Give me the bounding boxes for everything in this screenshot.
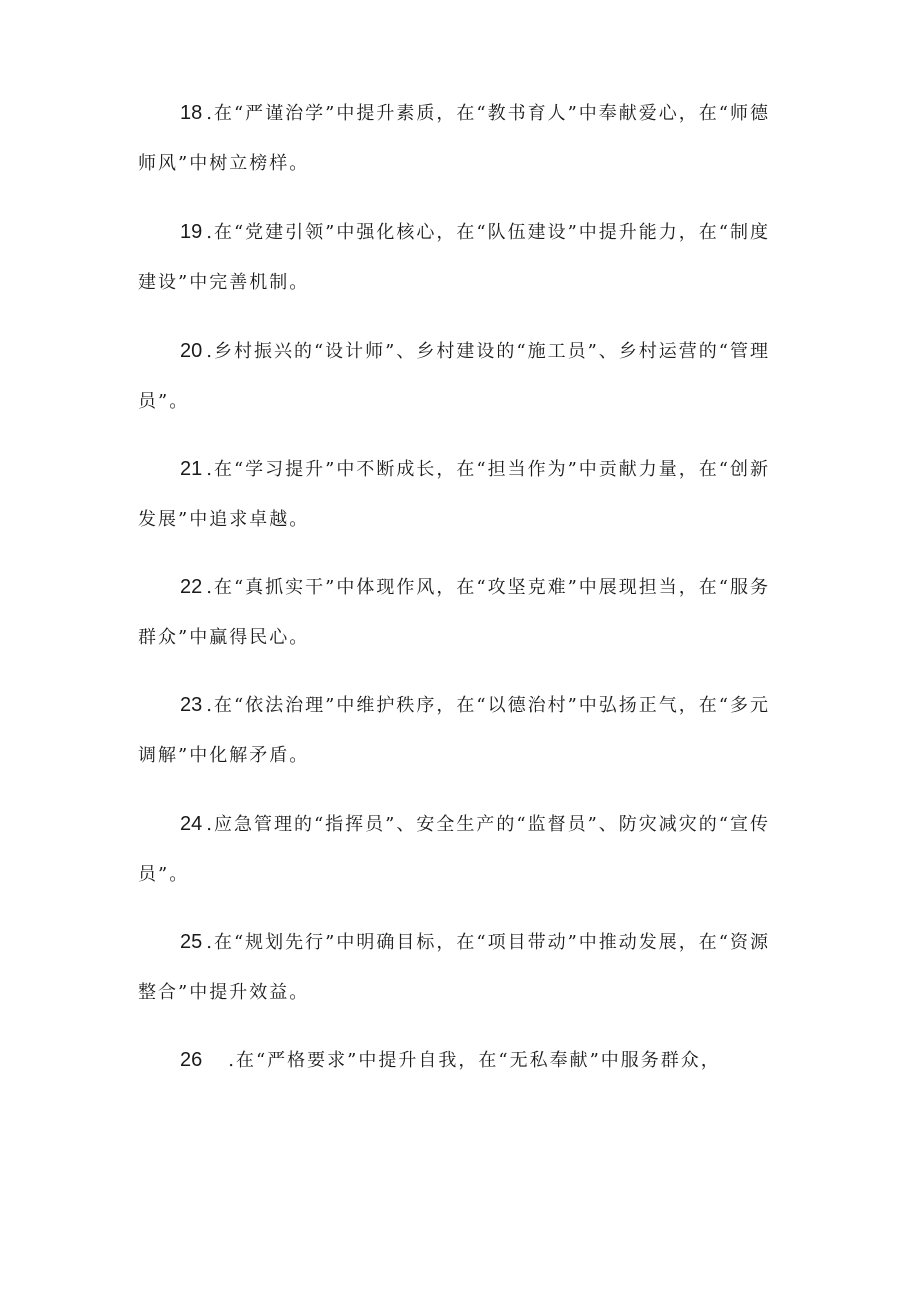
list-item <box>138 680 788 781</box>
item-text: .乡村振兴的“设计师”、乡村建设的“施工员”、乡村运营的“管理 <box>206 341 770 362</box>
item-text: .应急管理的“指挥员”、安全生产的“监督员”、防灾减灾的“宣传 <box>206 814 770 835</box>
list-item <box>138 207 788 308</box>
item-continuation: 整合”中提升效益。 <box>138 982 310 1003</box>
item-first-line <box>138 326 788 377</box>
item-first-line <box>138 680 788 731</box>
list-item <box>138 1035 788 1086</box>
item-number: 26 <box>180 1049 203 1071</box>
item-number: 21 <box>180 458 203 480</box>
item-number: 24 <box>180 813 203 835</box>
item-continuation: 员”。 <box>138 391 190 412</box>
list-item <box>138 562 788 663</box>
item-number: 18 <box>180 102 203 124</box>
list-item <box>138 88 788 189</box>
item-number: 25 <box>180 931 203 953</box>
item-continuation: 员”。 <box>138 864 190 885</box>
item-first-line <box>138 917 788 968</box>
item-text: .在“严谨治学”中提升素质，在“教书育人”中奉献爱心，在“师德 <box>206 103 770 124</box>
item-first-line <box>138 444 788 495</box>
item-text: .在“党建引领”中强化核心，在“队伍建设”中提升能力，在“制度 <box>206 222 770 243</box>
item-number: 23 <box>180 694 203 716</box>
item-number: 22 <box>180 576 203 598</box>
list-item <box>138 799 788 900</box>
item-text: .在“规划先行”中明确目标，在“项目带动”中推动发展，在“资源 <box>206 932 770 953</box>
item-number: 20 <box>180 340 203 362</box>
item-continuation: 发展”中追求卓越。 <box>138 509 310 530</box>
list-item <box>138 444 788 545</box>
item-first-line <box>138 562 788 613</box>
item-text: .在“依法治理”中维护秩序，在“以德治村”中弘扬正气，在“多元 <box>206 695 770 716</box>
item-continuation: 调解”中化解矛盾。 <box>138 745 310 766</box>
list-item <box>138 326 788 427</box>
item-number: 19 <box>180 221 203 243</box>
item-first-line <box>138 799 788 850</box>
item-text: .在“学习提升”中不断成长，在“担当作为”中贡献力量，在“创新 <box>206 459 770 480</box>
item-text: .在“真抓实干”中体现作风，在“攻坚克难”中展现担当，在“服务 <box>206 577 770 598</box>
list-item <box>138 917 788 1018</box>
item-first-line <box>138 88 788 139</box>
item-continuation: 建设”中完善机制。 <box>138 272 310 293</box>
item-continuation: 群众”中赢得民心。 <box>138 627 310 648</box>
item-text: .在“严格要求”中提升自我，在“无私奉献”中服务群众， <box>228 1050 721 1071</box>
item-first-line <box>138 207 788 258</box>
item-first-line <box>138 1035 788 1086</box>
item-continuation: 师风”中树立榜样。 <box>138 153 310 174</box>
